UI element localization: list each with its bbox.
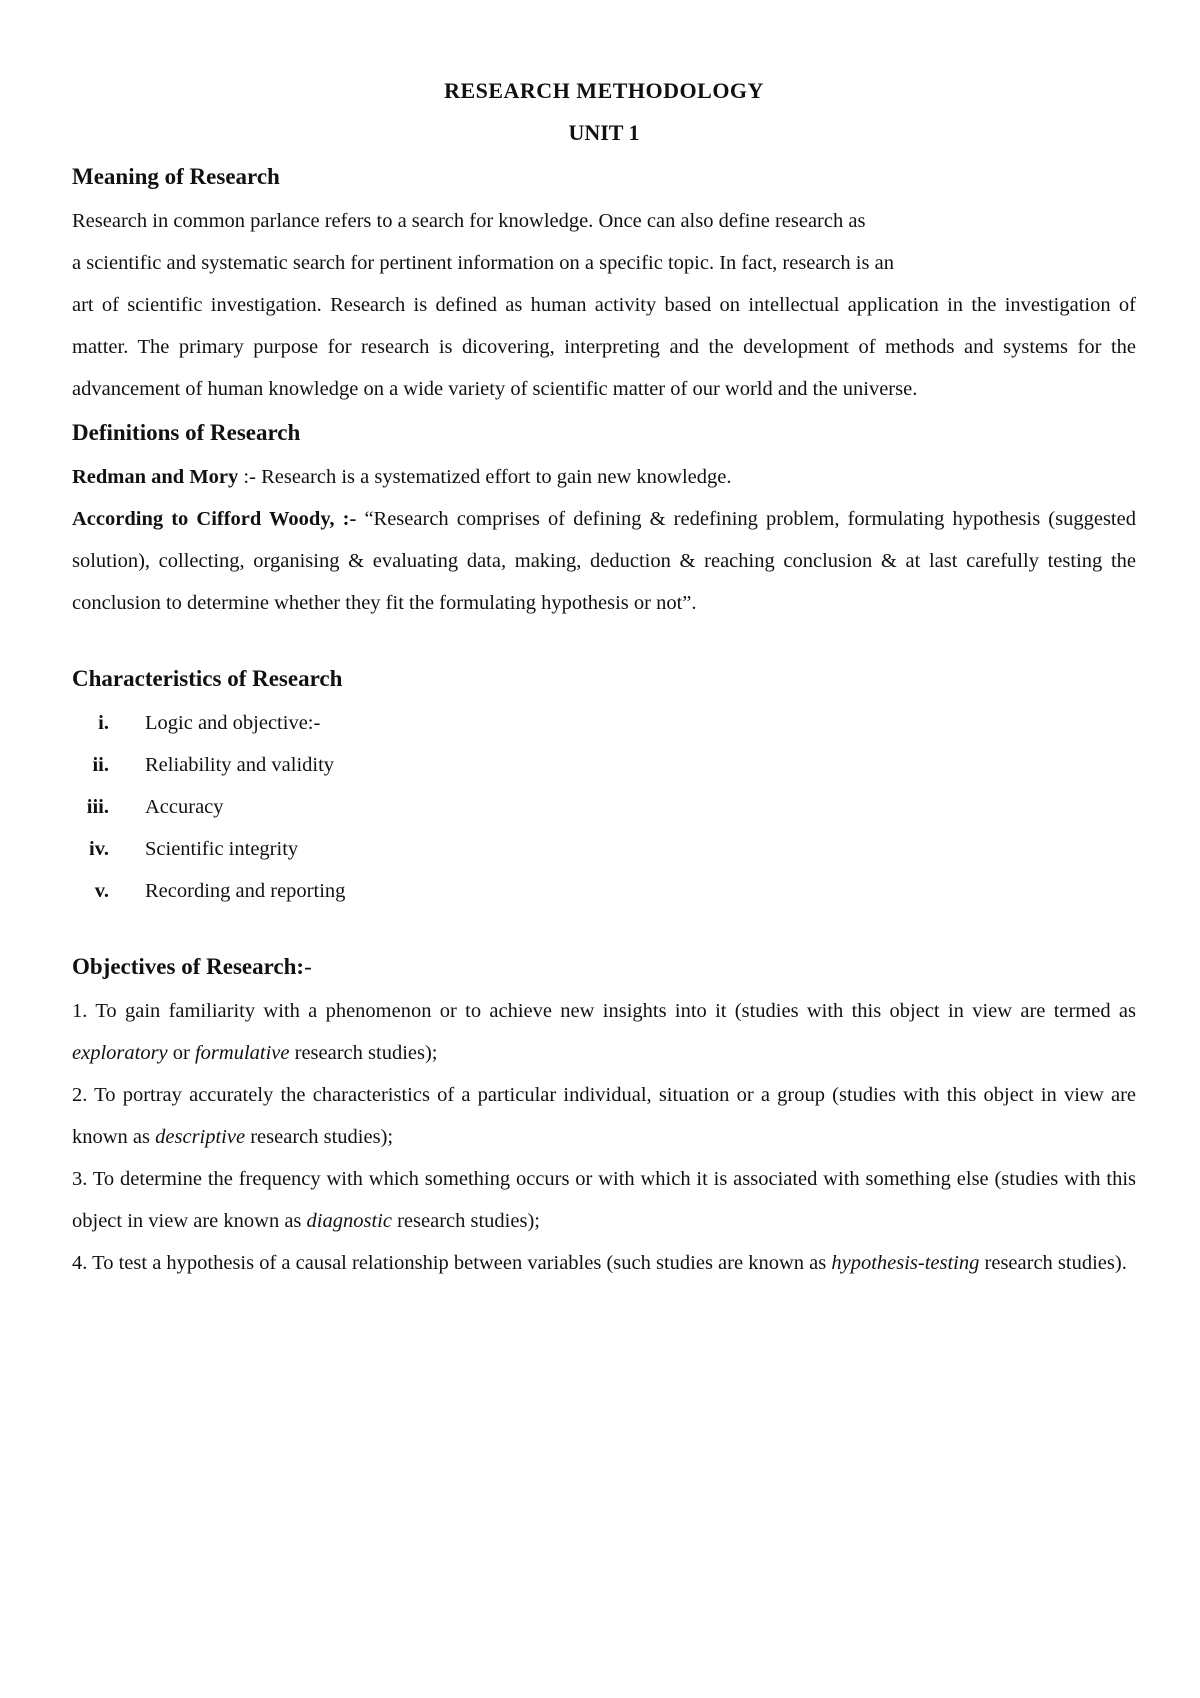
unit-label: UNIT 1 — [568, 120, 640, 145]
objective-2-text: 2. To portray accurately the characteristics of a particular individual, situation or a group (studies with this object in view are known as — [72, 1084, 1136, 1148]
list-item — [72, 870, 1136, 912]
objectives-heading-suffix: - — [304, 954, 312, 979]
definition-woody-text: “Research comprises of defining & redefining problem, formulating hypothesis (suggested solution), collecting, organising & evaluating data, making, deduction & reaching conclusion & at last carefully testing the conclusion to determine whether they fit the formulating hypothesis or not”. — [72, 508, 1136, 614]
meaning-heading: Meaning of Research — [72, 164, 280, 189]
list-text: Logic and objective:- — [145, 712, 321, 734]
spacer — [72, 912, 1136, 944]
list-number: iv. — [89, 838, 109, 860]
objective-3-term: diagnostic — [306, 1210, 392, 1232]
definition-woody-author: According to Cifford Woody, :- — [72, 508, 357, 530]
document-title: RESEARCH METHODOLOGY — [444, 78, 764, 103]
objective-2 — [72, 1074, 1136, 1158]
definition-woody — [72, 498, 1136, 624]
objective-2-text-2: research studies); — [245, 1126, 394, 1148]
meaning-line-1: Research in common parlance refers to a search for knowledge. Once can also define research as — [72, 210, 866, 232]
objective-1-text: 1. To gain familiarity with a phenomenon or to achieve new insights into it (studies with this object in view are termed as — [72, 1000, 1136, 1022]
objective-3-text-2: research studies); — [391, 1210, 540, 1232]
definition-redman-author: Redman and Mory — [72, 466, 239, 488]
definition-redman — [72, 456, 1136, 498]
list-text: Reliability and validity — [145, 754, 335, 776]
objective-4-term: hypothesis-testing — [831, 1252, 980, 1274]
objective-2-term: descriptive — [155, 1126, 246, 1148]
document-page — [72, 70, 1136, 1284]
list-text: Recording and reporting — [145, 880, 346, 902]
objectives-heading — [72, 944, 1136, 990]
characteristics-heading: Characteristics of Research — [72, 666, 343, 691]
list-item — [72, 744, 1136, 786]
list-item — [72, 828, 1136, 870]
definitions-heading: Definitions of Research — [72, 420, 301, 445]
list-text: Scientific integrity — [145, 838, 299, 860]
meaning-intro — [72, 200, 1136, 284]
objective-3 — [72, 1158, 1136, 1242]
list-item — [72, 702, 1136, 744]
characteristics-list — [72, 702, 1136, 912]
objective-1-text-3: research studies); — [289, 1042, 438, 1064]
definition-redman-text: :- Research is a systematized effort to gain new knowledge. — [238, 466, 732, 488]
list-number: iii. — [86, 796, 109, 818]
spacer — [72, 624, 1136, 656]
objective-1 — [72, 990, 1136, 1074]
objective-1-term-2: formulative — [194, 1042, 290, 1064]
objective-4 — [72, 1242, 1136, 1284]
objective-1-term-1: exploratory — [72, 1042, 168, 1064]
list-number: ii. — [92, 754, 109, 776]
list-item — [72, 786, 1136, 828]
list-number: v. — [94, 880, 109, 902]
objectives-heading-text: Objectives of Research: — [72, 954, 305, 979]
objective-3-text: 3. To determine the frequency with which something occurs or with which it is associated with something else (studies with this object in view are known as — [72, 1168, 1136, 1232]
meaning-paragraph: art of scientific investigation. Research is defined as human activity based on intellectual application in the investigation of matter. The primary purpose for research is dicovering, interpreting and the development of methods and systems for the advancement of human knowledge on a wide variety of scientific matter of our world and the universe. — [72, 294, 1136, 400]
list-text: Accuracy — [145, 796, 224, 818]
list-number: i. — [98, 712, 109, 734]
meaning-line-2: a scientific and systematic search for pertinent information on a specific topic. In fact, research is an — [72, 252, 894, 274]
objective-4-text: 4. To test a hypothesis of a causal relationship between variables (such studies are known as — [72, 1252, 832, 1274]
objective-4-text-2: research studies). — [979, 1252, 1127, 1274]
objective-1-text-2: or — [167, 1042, 195, 1064]
